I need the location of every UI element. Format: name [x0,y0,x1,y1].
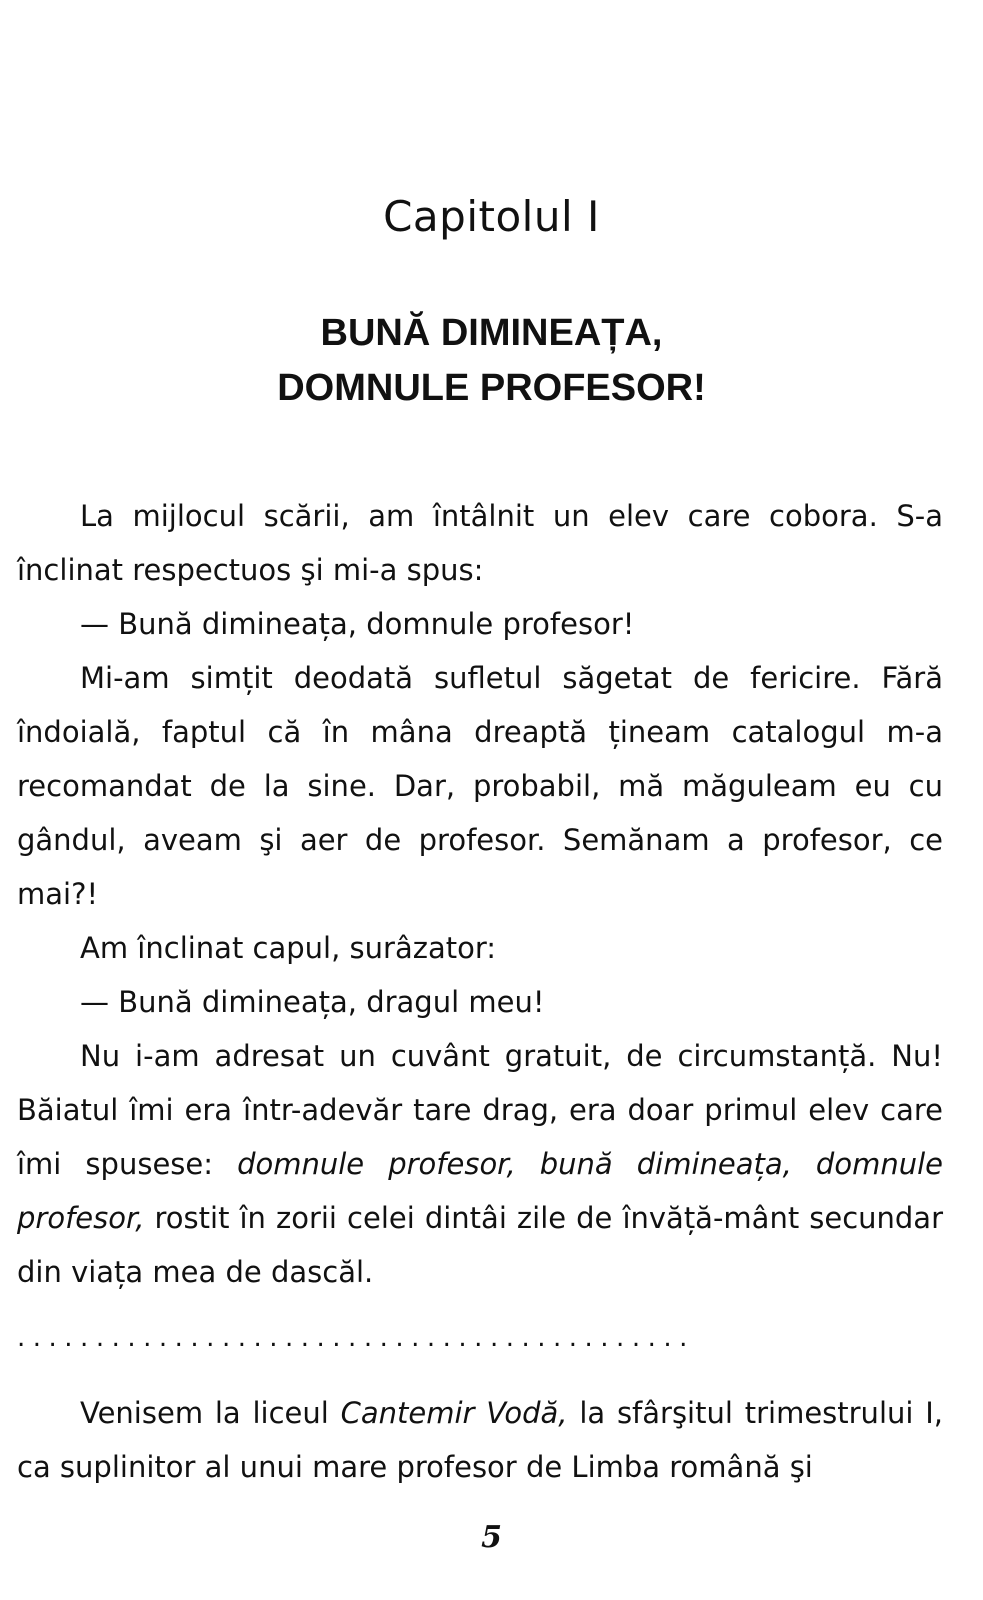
paragraph-text-end: la sfârşitul trimestrului I, ca suplinitor al unui mare profesor de Limba română şi [17,1396,943,1484]
paragraph [17,1029,943,1299]
paragraph-italic-name: Cantemir Vodă, [340,1396,568,1430]
paragraph: Am înclinat capul, surâzator: [80,931,497,965]
paragraph-text-start: Nu i-am adresat un cuvânt gratuit, de circumstanță. Nu! Băiatul îmi era într-adevăr tare drag, era doar primul elev care îmi spusese: [17,1039,943,1181]
page-number: 5 [481,1520,502,1555]
paragraph-text-start: Venisem la liceul [80,1396,341,1430]
chapter-title-line-2: DOMNULE PROFESOR! [277,367,706,409]
paragraph: Mi-am simțit deodată sufletul săgetat de fericire. Fără îndoială, faptul că în mâna dreaptă țineam catalogul m-a recomandat de la sine. Dar, probabil, mă măguleam eu cu gândul, aveam şi aer de profesor. Semănam a profesor, ce mai?! [17,661,943,911]
dialogue-line: — Bună dimineața, domnule profesor! [80,607,635,641]
section-separator: ........................................... [17,1323,695,1353]
paragraph: La mijlocul scării, am întâlnit un elev care cobora. S-a înclinat respectuos şi mi-a spus: [17,499,943,587]
paragraph-text-end: rostit în zorii celei dintâi zile de învăță-mânt secundar din viața mea de dascăl. [17,1201,943,1289]
paragraph [17,1386,943,1494]
chapter-body [17,489,943,1299]
chapter-title-line-1: BUNĂ DIMINEAȚA, [320,312,663,354]
dialogue-line: — Bună dimineața, dragul meu! [80,985,545,1019]
next-section-body [17,1386,943,1494]
chapter-title [0,306,983,416]
chapter-label: Capitolul I [383,192,600,241]
paragraph-italic-quote: domnule profesor, bună dimineața, domnule profesor, [17,1147,943,1235]
